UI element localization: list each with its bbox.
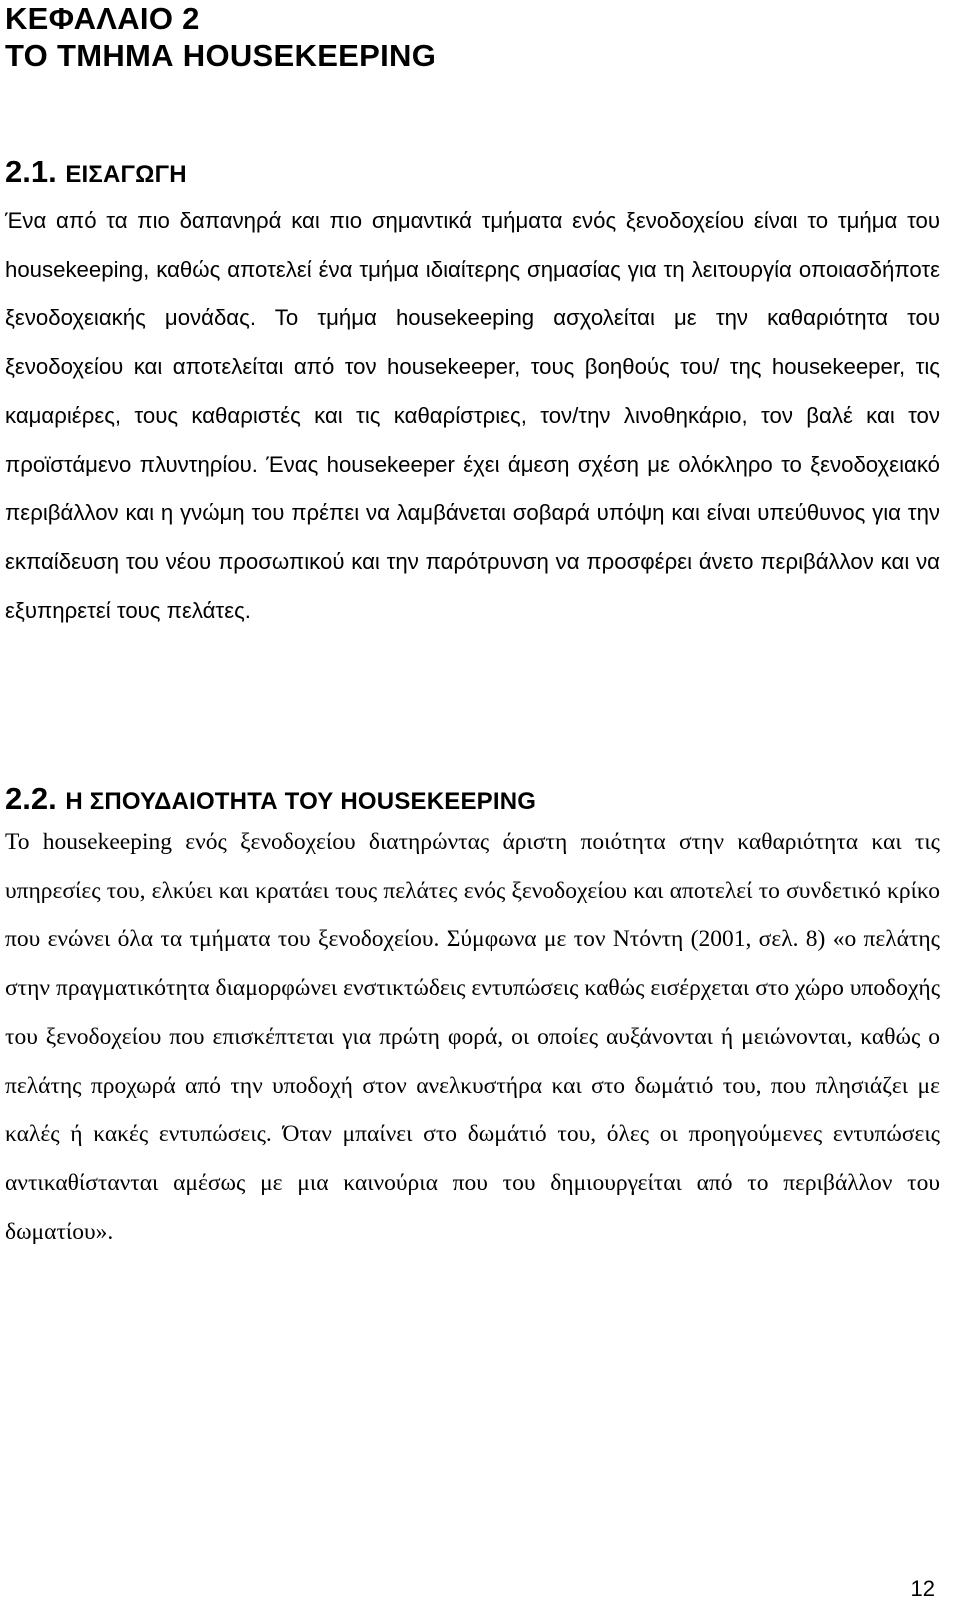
- section-paragraph-intro: Ένα από τα πιο δαπανηρά και πιο σημαντικά τμήματα ενός ξενοδοχείου είναι το τμήμα του housekeeping, καθώς αποτελεί ένα τμήμα ιδιαίτερης σημασίας για τη λειτουργία οποιασδήποτε ξενοδοχειακής μονάδας. Το τμήμα housekeeping ασχολείται με την καθαριότητα του ξενοδοχείου και αποτελείται από τον housekeeper, τους βοηθούς του/ της housekeeper, τις καμαριέρες, τους καθαριστές και τις καθαρίστριες, τον/την λινοθηκάριο, τον βαλέ και τον προϊστάμενο πλυντηρίου. Ένας housekeeper έχει άμεση σχέση με ολόκληρο το ξενοδοχειακό περιβάλλον και η γνώμη του πρέπει να λαμβάνεται σοβαρά υπόψη και είναι υπεύθυνος για την εκπαίδευση του νέου προσωπικού και την παρότρυνση να προσφέρει άνετο περιβάλλον και να εξυπηρετεί τους πελάτες.: [5, 208, 940, 623]
- section-title: ΕΙΣΑΓΩΓΗ: [65, 161, 187, 188]
- section-heading-intro: [5, 154, 187, 190]
- section-title: Η ΣΠΟΥΔΑΙΟΤΗΤΑ ΤΟΥ HOUSEKEEPING: [65, 788, 537, 815]
- section-paragraph-importance: Το housekeeping ενός ξενοδοχείου διατηρώντας άριστη ποιότητα στην καθαριότητα και τις υπηρεσίες του, ελκύει και κρατάει τους πελάτες ενός ξενοδοχείου και αποτελεί το συνδετικό κρίκο που ενώνει όλα τα τμήματα του ξενοδοχείου. Σύμφωνα με τον Ντόντη (2001, σελ. 8) «ο πελάτης στην πραγματικότητα διαμορφώνει ενστικτώδεις εντυπώσεις καθώς εισέρχεται στο χώρο υποδοχής του ξενοδοχείου που επισκέπτεται για πρώτη φορά, οι οποίες αυξάνονται ή μειώνονται, καθώς ο πελάτης προχωρά από την υποδοχή στον ανελκυστήρα και στο δωμάτιό του, που πλησιάζει με καλές ή κακές εντυπώσεις. Όταν μπαίνει στο δωμάτιό του, όλες οι προηγούμενες εντυπώσεις αντικαθίστανται αμέσως με μια καινούρια που του δημιουργείται από το περιβάλλον του δωματίου».: [5, 829, 940, 1245]
- section-heading-importance: [5, 781, 536, 817]
- section-number: 2.1.: [5, 154, 66, 189]
- section-number: 2.2.: [5, 781, 66, 816]
- chapter-number: ΚΕΦΑΛΑΙΟ 2: [5, 1, 200, 36]
- page-number: 12: [910, 1576, 935, 1601]
- chapter-title: ΤΟ ΤΜΗΜΑ HOUSEKEEPING: [5, 38, 437, 73]
